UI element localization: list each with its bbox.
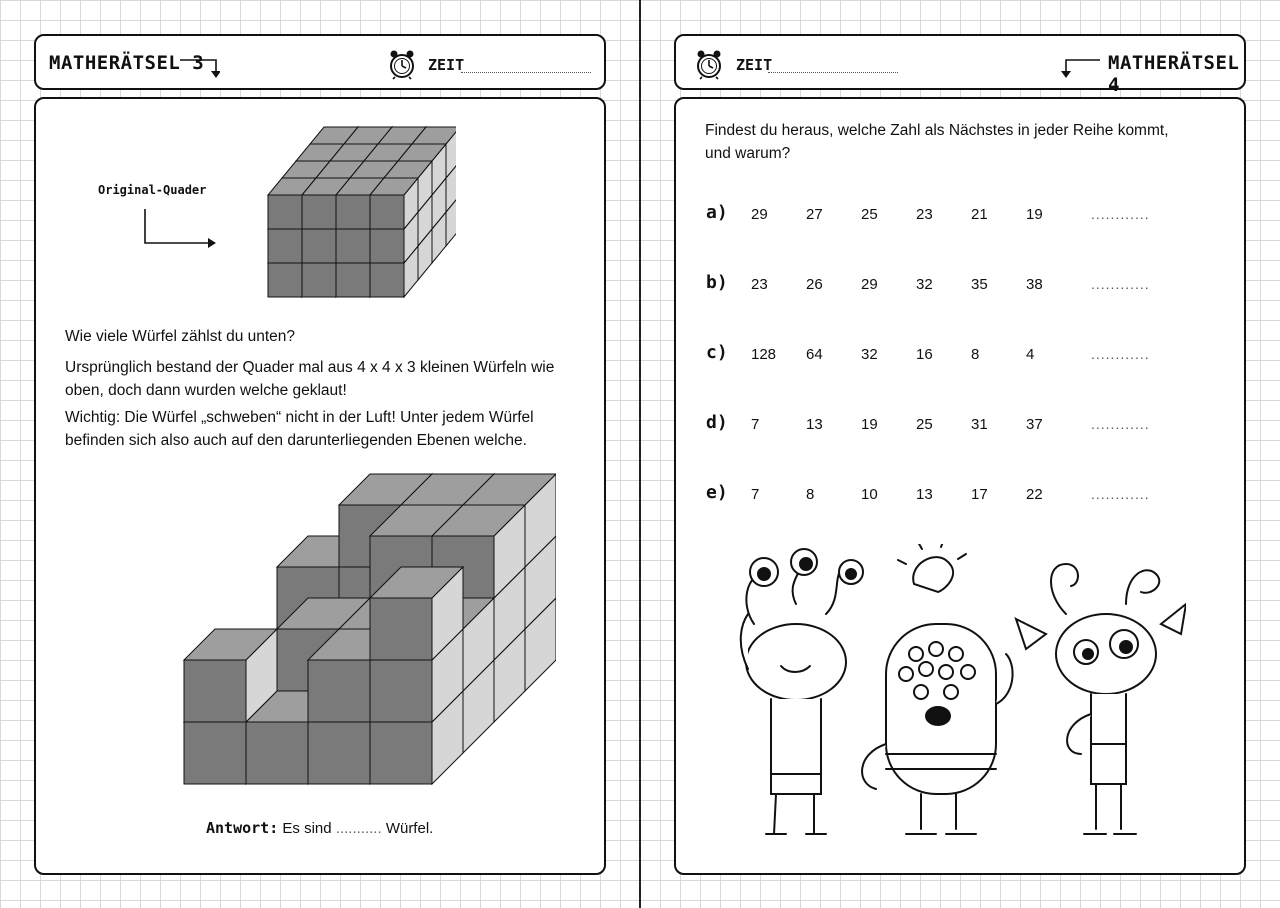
original-quader-label: Original-Quader [98,183,207,197]
right-content-box [674,97,1246,875]
sequence-number: 27 [806,206,823,223]
antwort-dots[interactable]: ........... [335,820,382,837]
sequence-number: 22 [1026,486,1043,503]
antwort-label: Antwort: [206,819,279,837]
answer-blank[interactable]: ............ [1091,416,1150,432]
intro-line1: Findest du heraus, welche Zahl als Nächstes in jeder Reihe kommt, [705,122,1169,139]
answer-blank[interactable]: ............ [1091,346,1150,362]
sequence-number: 32 [916,276,933,293]
question-text: Wie viele Würfel zählst du unten? [65,328,296,345]
cube-front-face [336,195,370,229]
cube-front-face [268,229,302,263]
cube-front-face [336,229,370,263]
sequence-number: 7 [751,416,760,433]
sequence-number: 64 [806,346,823,363]
antwort-pre: Es sind [282,820,332,837]
sequence-number: 7 [751,486,760,503]
intro-line2: und warum? [705,145,791,162]
sequence-number: 10 [861,486,878,503]
sequence-number: 32 [861,346,878,363]
paragraph2-line1: Wichtig: Die Würfel „schweben“ nicht in der Luft! Unter jedem Würfel [65,409,534,426]
sequence-number: 19 [861,416,878,433]
answer-blank[interactable]: ............ [1091,276,1150,292]
answer-blank[interactable]: ............ [1091,206,1150,222]
sequence-number: 37 [1026,416,1043,433]
sequence-number: 16 [916,346,933,363]
cube-front-face [246,722,308,784]
sequence-number: 13 [916,486,933,503]
paragraph2-line2: befinden sich also auch auf den darunterliegenden Ebenen welche. [65,432,527,449]
arrow-right-icon [140,209,220,249]
row-label: a) [706,202,728,223]
sequence-number: 128 [751,346,777,363]
right-zeit-field[interactable] [768,72,898,73]
alarm-clock-icon [386,48,418,80]
alarm-clock-icon [693,48,725,80]
left-page-title: MATHERÄTSEL 3 [49,52,205,74]
row-label: d) [706,412,728,433]
paragraph1-line1: Ursprünglich bestand der Quader mal aus 4 x 4 x 3 kleinen Würfeln wie [65,359,555,376]
row-label: c) [706,342,728,363]
sequence-number: 29 [861,276,878,293]
arrow-down-right-icon [178,54,220,80]
sequence-number: 19 [1026,206,1043,223]
sequence-number: 38 [1026,276,1043,293]
cube-front-face [370,722,432,784]
sequence-number: 21 [971,206,988,223]
sequence-number: 31 [971,416,988,433]
sequence-number: 23 [916,206,933,223]
row-label: e) [706,482,728,503]
arrow-down-left-icon [1060,54,1104,80]
sequence-number: 23 [751,276,768,293]
sequence-number: 25 [916,416,933,433]
page-spine [639,0,641,908]
sequence-number: 25 [861,206,878,223]
row-label: b) [706,272,728,293]
cube-front-face [268,195,302,229]
sequence-number: 29 [751,206,768,223]
answer-line [206,819,433,837]
right-page-title: MATHERÄTSEL 4 [1108,52,1240,96]
cube-front-face [370,195,404,229]
cube-front-face [184,660,246,722]
sequence-number: 35 [971,276,988,293]
antwort-post: Würfel. [385,820,434,837]
original-cuboid-figure [216,114,456,304]
cube-front-face [370,263,404,297]
right-header-box [674,34,1246,96]
cube-front-face [336,263,370,297]
cube-puzzle-figure [136,459,556,799]
sequence-number: 4 [1026,346,1035,363]
sequence-number: 17 [971,486,988,503]
sequence-number: 13 [806,416,823,433]
cube-front-face [184,722,246,784]
answer-blank[interactable]: ............ [1091,486,1150,502]
left-header-box [34,34,606,90]
sequence-number: 8 [971,346,980,363]
cube-front-face [302,195,336,229]
left-zeit-field[interactable] [461,72,591,73]
paragraph1-line2: oben, doch dann wurden welche geklaut! [65,382,347,399]
left-zeit-label: ZEIT [428,56,465,74]
monster-characters-illustration [726,544,1186,854]
cube-front-face [308,660,370,722]
sequence-number: 26 [806,276,823,293]
cube-front-face [302,229,336,263]
cube-front-face [302,263,336,297]
cube-front-face [370,229,404,263]
cube-front-face [268,263,302,297]
right-zeit-label: ZEIT [736,56,773,74]
cube-front-face [370,598,432,660]
sequence-number: 8 [806,486,815,503]
cube-front-face [370,660,432,722]
left-content-box [34,97,606,875]
cube-front-face [308,722,370,784]
